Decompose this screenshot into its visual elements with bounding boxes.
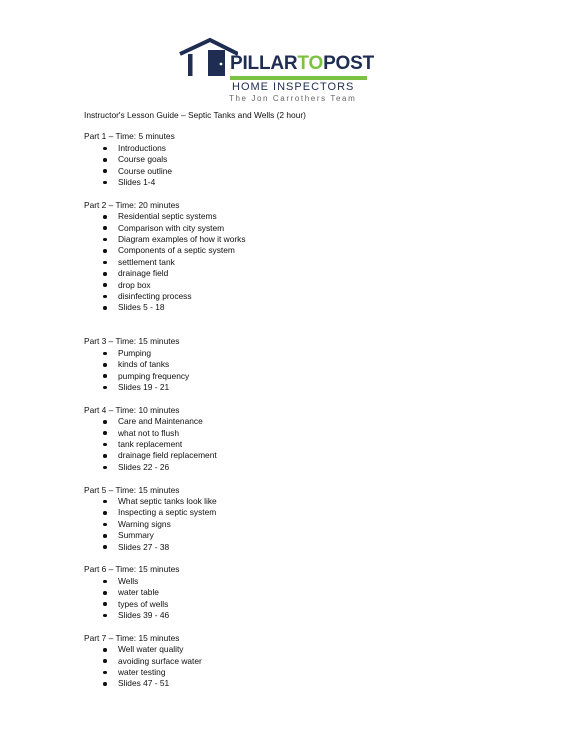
bullet-icon bbox=[103, 591, 107, 595]
part-section bbox=[84, 200, 524, 314]
bullet-icon bbox=[103, 420, 107, 424]
list-item-text: Slides 1-4 bbox=[118, 176, 156, 187]
list-item-text: Slides 39 - 46 bbox=[118, 609, 170, 620]
list-item bbox=[84, 416, 524, 427]
list-item-text: settlement tank bbox=[118, 256, 175, 267]
list-item-text: Wells bbox=[118, 575, 139, 586]
list-item bbox=[84, 644, 524, 655]
list-item-text: Course outline bbox=[118, 165, 173, 176]
bullet-icon bbox=[103, 158, 107, 162]
list-item bbox=[84, 211, 524, 222]
bullet-icon bbox=[103, 261, 107, 265]
list-item-text: drainage field bbox=[118, 268, 169, 279]
bullet-icon bbox=[103, 431, 107, 435]
parts-list bbox=[84, 131, 524, 689]
part-heading: Part 3 – Time: 15 minutes bbox=[84, 336, 180, 347]
list-item-text: Care and Maintenance bbox=[118, 416, 203, 427]
list-item bbox=[84, 439, 524, 450]
list-item bbox=[84, 678, 524, 689]
part-items bbox=[84, 348, 524, 394]
bullet-icon bbox=[103, 534, 107, 538]
list-item-text: drop box bbox=[118, 279, 151, 290]
list-item-text: water testing bbox=[118, 666, 166, 677]
bullet-icon bbox=[103, 614, 107, 618]
list-item bbox=[84, 542, 524, 553]
bullet-icon bbox=[103, 147, 107, 151]
brand-subtitle: HOME INSPECTORS bbox=[232, 81, 355, 93]
list-item bbox=[84, 154, 524, 165]
company-logo bbox=[178, 36, 374, 106]
list-item-text: Slides 19 - 21 bbox=[118, 382, 170, 393]
list-item bbox=[84, 599, 524, 610]
list-item bbox=[84, 507, 524, 518]
bullet-icon bbox=[103, 523, 107, 527]
bullet-icon bbox=[103, 545, 107, 549]
list-item bbox=[84, 359, 524, 370]
list-item-text: Course goals bbox=[118, 154, 168, 165]
list-item bbox=[84, 576, 524, 587]
part-heading: Part 4 – Time: 10 minutes bbox=[84, 404, 180, 415]
list-item-text: kinds of tanks bbox=[118, 359, 170, 370]
list-item-text: types of wells bbox=[118, 598, 169, 609]
bullet-icon bbox=[103, 466, 107, 470]
list-item-text: pumping frequency bbox=[118, 370, 190, 381]
list-item-text: water table bbox=[118, 587, 159, 598]
part-section bbox=[84, 485, 524, 553]
part-section bbox=[84, 336, 524, 393]
list-item-text: Pumping bbox=[118, 347, 152, 358]
list-item bbox=[84, 302, 524, 313]
bullet-icon bbox=[103, 386, 107, 390]
bullet-icon bbox=[103, 671, 107, 675]
list-item-text: avoiding surface water bbox=[118, 655, 202, 666]
part-section bbox=[84, 564, 524, 621]
bullet-icon bbox=[103, 682, 107, 686]
list-item bbox=[84, 610, 524, 621]
part-heading: Part 6 – Time: 15 minutes bbox=[84, 564, 180, 575]
list-item-text: Introductions bbox=[118, 142, 166, 153]
bullet-icon bbox=[103, 511, 107, 515]
part-items bbox=[84, 644, 524, 690]
bullet-icon bbox=[103, 306, 107, 310]
list-item bbox=[84, 382, 524, 393]
bullet-icon bbox=[103, 374, 107, 378]
bullet-icon bbox=[103, 443, 107, 447]
part-section bbox=[84, 131, 524, 188]
list-item bbox=[84, 519, 524, 530]
list-item-text: Inspecting a septic system bbox=[118, 507, 217, 518]
bullet-icon bbox=[103, 352, 107, 356]
list-item-text: Components of a septic system bbox=[118, 245, 235, 256]
list-item bbox=[84, 656, 524, 667]
part-section bbox=[84, 633, 524, 690]
part-items bbox=[84, 496, 524, 553]
team-name: The Jon Carrothers Team bbox=[229, 94, 357, 103]
list-item-text: Slides 27 - 38 bbox=[118, 541, 170, 552]
list-item bbox=[84, 667, 524, 678]
list-item-text: What septic tanks look like bbox=[118, 496, 217, 506]
list-item bbox=[84, 280, 524, 291]
list-item bbox=[84, 462, 524, 473]
list-item bbox=[84, 428, 524, 439]
list-item bbox=[84, 143, 524, 154]
list-item bbox=[84, 268, 524, 279]
list-item-text: Warning signs bbox=[118, 518, 171, 529]
part-section bbox=[84, 405, 524, 473]
bullet-icon bbox=[103, 602, 107, 606]
list-item-text: Well water quality bbox=[118, 644, 184, 655]
list-item-text: disinfecting process bbox=[118, 290, 192, 301]
part-items bbox=[84, 576, 524, 622]
list-item-text: tank replacement bbox=[118, 439, 183, 450]
bullet-icon bbox=[103, 659, 107, 663]
list-item bbox=[84, 234, 524, 245]
part-items bbox=[84, 143, 524, 189]
bullet-icon bbox=[103, 272, 107, 276]
part-heading: Part 5 – Time: 15 minutes bbox=[84, 484, 180, 495]
part-heading: Part 7 – Time: 15 minutes bbox=[84, 632, 180, 643]
list-item bbox=[84, 245, 524, 256]
bullet-icon bbox=[103, 500, 107, 504]
house-door-icon bbox=[178, 36, 238, 82]
bullet-icon bbox=[103, 363, 107, 367]
bullet-icon bbox=[103, 295, 107, 299]
part-heading: Part 1 – Time: 5 minutes bbox=[84, 131, 175, 142]
list-item bbox=[84, 177, 524, 188]
list-item-text: Summary bbox=[118, 530, 154, 541]
list-item bbox=[84, 450, 524, 461]
bullet-icon bbox=[103, 181, 107, 185]
list-item-text: Residential septic systems bbox=[118, 211, 217, 222]
list-item bbox=[84, 223, 524, 234]
bullet-icon bbox=[103, 169, 107, 173]
bullet-icon bbox=[103, 648, 107, 652]
brand-underline bbox=[230, 76, 367, 80]
part-items bbox=[84, 211, 524, 314]
list-item bbox=[84, 371, 524, 382]
list-item bbox=[84, 496, 524, 507]
list-item-text: Comparison with city system bbox=[118, 222, 225, 233]
bullet-icon bbox=[103, 238, 107, 242]
bullet-icon bbox=[103, 454, 107, 458]
part-heading: Part 2 – Time: 20 minutes bbox=[84, 199, 180, 210]
list-item bbox=[84, 291, 524, 302]
bullet-icon bbox=[103, 580, 107, 584]
list-item bbox=[84, 587, 524, 598]
bullet-icon bbox=[103, 249, 107, 253]
lesson-guide bbox=[84, 110, 524, 701]
list-item-text: Slides 22 - 26 bbox=[118, 461, 170, 472]
part-items bbox=[84, 416, 524, 473]
list-item bbox=[84, 166, 524, 177]
brand-name: PILLARTOPOST bbox=[230, 53, 374, 74]
bullet-icon bbox=[103, 215, 107, 219]
list-item bbox=[84, 530, 524, 541]
list-item bbox=[84, 257, 524, 268]
list-item-text: drainage field replacement bbox=[118, 450, 217, 461]
list-item-text: Slides 5 - 18 bbox=[118, 302, 165, 313]
list-item-text: Diagram examples of how it works bbox=[118, 233, 246, 244]
list-item-text: Slides 47 - 51 bbox=[118, 678, 170, 689]
bullet-icon bbox=[103, 283, 107, 287]
list-item-text: what not to flush bbox=[118, 427, 179, 438]
bullet-icon bbox=[103, 226, 107, 230]
document-title: Instructor's Lesson Guide – Septic Tanks and Wells (2 hour) bbox=[84, 110, 306, 120]
list-item bbox=[84, 348, 524, 359]
